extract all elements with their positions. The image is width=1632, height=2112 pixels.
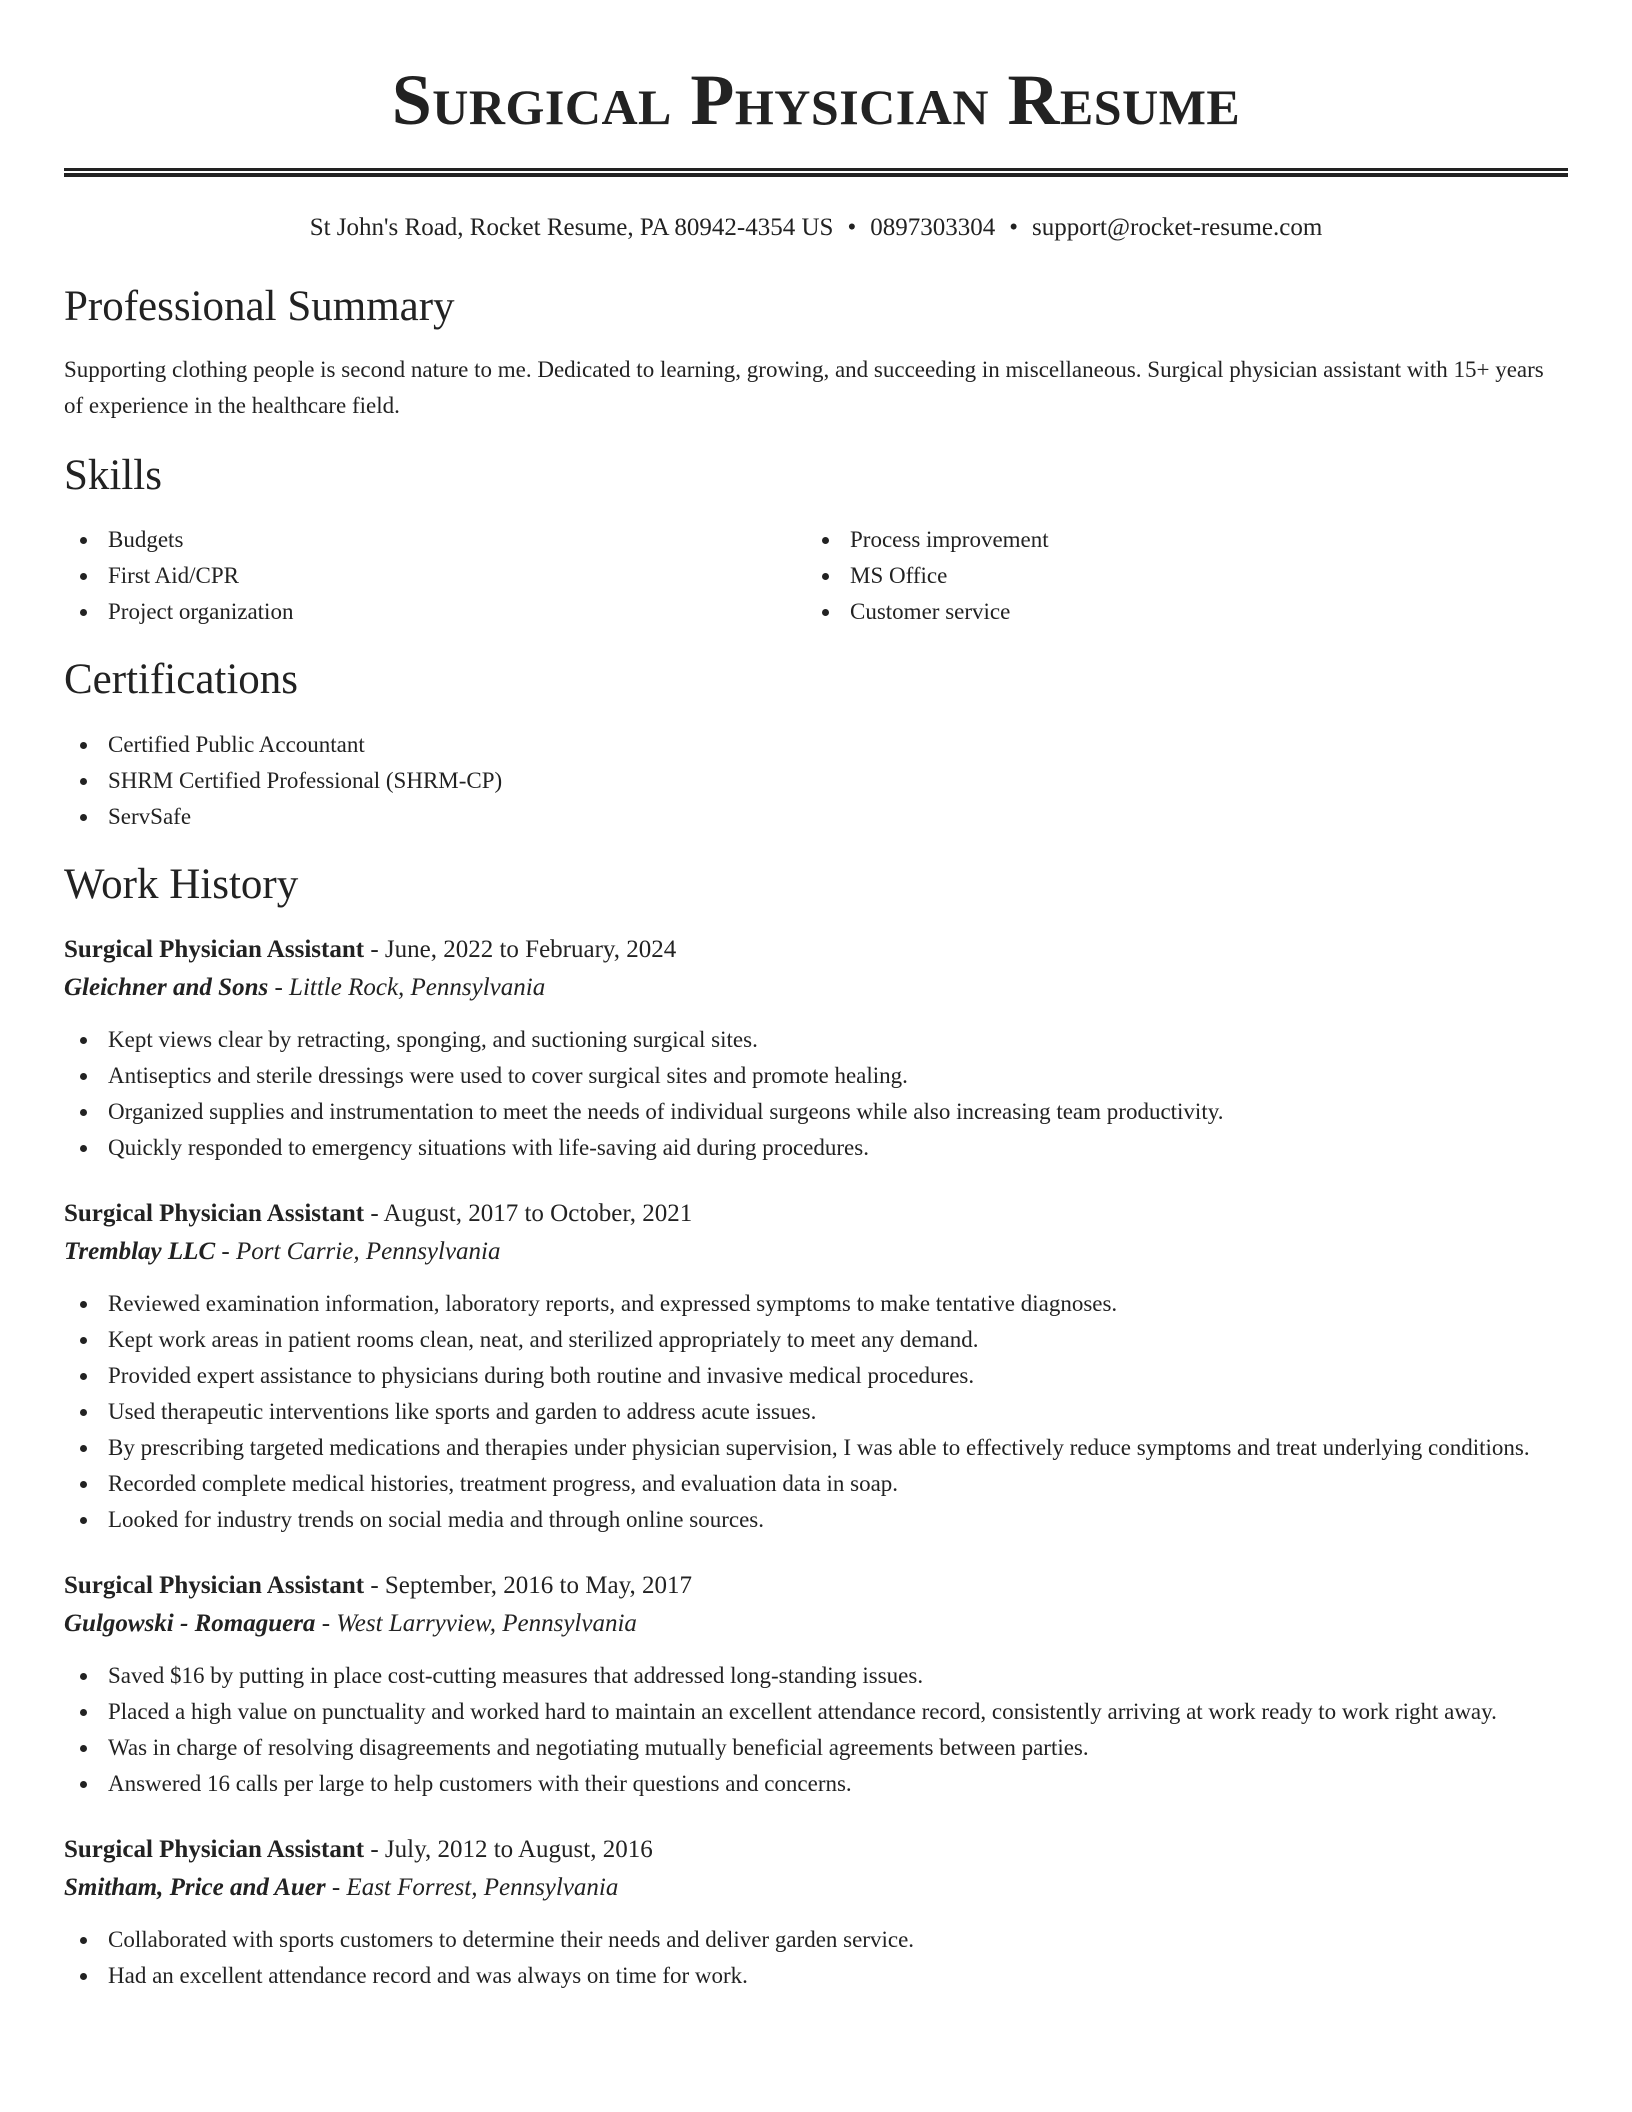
- job-company-line: [64, 968, 1568, 1008]
- contact-address: St John's Road, Rocket Resume, PA 80942-4354 US: [309, 214, 834, 241]
- certifications-section: [64, 656, 1568, 835]
- job-bullet: Collaborated with sports customers to determine their needs and deliver garden service.: [64, 1922, 1568, 1958]
- job-entry: [64, 1832, 1568, 1994]
- job-bullets: [64, 1658, 1568, 1802]
- job-bullet: Kept work areas in patient rooms clean, neat, and sterilized appropriately to meet any demand.: [64, 1322, 1568, 1358]
- job-company-line: [64, 1868, 1568, 1908]
- job-company: Gulgowski - Romaguera: [64, 1610, 316, 1638]
- job-bullet: Saved $16 by putting in place cost-cutting measures that addressed long-standing issues.: [64, 1658, 1568, 1694]
- job-bullet: Answered 16 calls per large to help customers with their questions and concerns.: [64, 1766, 1568, 1802]
- job-title-line: [64, 932, 1568, 968]
- job-bullet: By prescribing targeted medications and therapies under physician supervision, I was able to effectively reduce symptoms and treat underlying conditions.: [64, 1430, 1568, 1466]
- skills-right-list: [806, 522, 1548, 630]
- job-entry: [64, 932, 1568, 1166]
- job-bullet: Recorded complete medical histories, treatment progress, and evaluation data in soap.: [64, 1466, 1568, 1502]
- work-history-section: [64, 861, 1568, 1994]
- job-bullet: Provided expert assistance to physicians during both routine and invasive medical procedures.: [64, 1358, 1568, 1394]
- skills-left-list: [64, 522, 806, 630]
- certification-item: ServSafe: [64, 799, 1568, 835]
- job-location: - West Larryview, Pennsylvania: [315, 1610, 637, 1638]
- job-title: Surgical Physician Assistant: [64, 1836, 365, 1864]
- summary-section: [64, 283, 1568, 424]
- certifications-heading: Certifications: [64, 655, 299, 703]
- job-title: Surgical Physician Assistant: [64, 936, 365, 964]
- job-bullet: Kept views clear by retracting, sponging, and suctioning surgical sites.: [64, 1022, 1568, 1058]
- skills-heading: Skills: [64, 452, 162, 500]
- work-history-heading: Work History: [64, 860, 299, 908]
- job-title-line: [64, 1196, 1568, 1232]
- job-bullet: Reviewed examination information, laboratory reports, and expressed symptoms to make tentative diagnoses.: [64, 1286, 1568, 1322]
- job-dates: - August, 2017 to October, 2021: [364, 1200, 693, 1228]
- skills-section: [64, 452, 1568, 629]
- contact-phone: 0897303304: [870, 214, 996, 241]
- job-location: - Little Rock, Pennsylvania: [268, 974, 546, 1002]
- contact-line: [64, 213, 1568, 243]
- job-bullets: [64, 1022, 1568, 1166]
- job-title-line: [64, 1568, 1568, 1604]
- job-dates: - June, 2022 to February, 2024: [364, 936, 677, 964]
- contact-email: support@rocket-resume.com: [1032, 214, 1323, 241]
- job-bullet: Placed a high value on punctuality and worked hard to maintain an excellent attendance record, consistently arriving at work ready to work right away.: [64, 1694, 1568, 1730]
- job-bullet: Had an excellent attendance record and was always on time for work.: [64, 1958, 1568, 1994]
- job-bullet: Looked for industry trends on social media and through online sources.: [64, 1502, 1568, 1538]
- skills-grid: [64, 522, 1568, 630]
- certification-item: SHRM Certified Professional (SHRM-CP): [64, 763, 1568, 799]
- skill-item: Customer service: [806, 594, 1548, 630]
- job-company-line: [64, 1604, 1568, 1644]
- summary-text: Supporting clothing people is second nature to me. Dedicated to learning, growing, and succeeding in miscellaneous. Surgical physician assistant with 15+ years of experience in the healthcare field.: [64, 357, 1544, 419]
- job-bullet: Was in charge of resolving disagreements and negotiating mutually beneficial agreements between parties.: [64, 1730, 1568, 1766]
- job-bullet: Used therapeutic interventions like sports and garden to address acute issues.: [64, 1394, 1568, 1430]
- job-bullet: Organized supplies and instrumentation to meet the needs of individual surgeons while also increasing team productivity.: [64, 1094, 1568, 1130]
- skill-item: Budgets: [64, 522, 806, 558]
- contact-separator: •: [1009, 214, 1018, 241]
- job-bullets: [64, 1286, 1568, 1538]
- skill-item: Process improvement: [806, 522, 1548, 558]
- contact-separator: •: [847, 214, 857, 241]
- skill-item: First Aid/CPR: [64, 558, 806, 594]
- resume-title: Surgical Physician Resume: [391, 60, 1241, 140]
- job-bullet: Quickly responded to emergency situations with life-saving aid during procedures.: [64, 1130, 1568, 1166]
- job-entry: [64, 1196, 1568, 1538]
- job-location: - Port Carrie, Pennsylvania: [215, 1238, 501, 1266]
- certification-item: Certified Public Accountant: [64, 727, 1568, 763]
- job-title: Surgical Physician Assistant: [64, 1200, 365, 1228]
- job-company: Gleichner and Sons: [64, 974, 269, 1002]
- title-double-rule: [64, 168, 1568, 177]
- skill-item: MS Office: [806, 558, 1548, 594]
- job-location: - East Forrest, Pennsylvania: [325, 1874, 619, 1902]
- summary-heading: Professional Summary: [64, 283, 455, 330]
- job-company: Tremblay LLC: [64, 1238, 216, 1266]
- job-bullet: Antiseptics and sterile dressings were used to cover surgical sites and promote healing.: [64, 1058, 1568, 1094]
- job-bullets: [64, 1922, 1568, 1994]
- certifications-list: [64, 727, 1568, 835]
- job-company-line: [64, 1232, 1568, 1272]
- job-dates: - July, 2012 to August, 2016: [364, 1836, 653, 1864]
- skill-item: Project organization: [64, 594, 806, 630]
- job-title: Surgical Physician Assistant: [64, 1572, 365, 1600]
- job-company: Smitham, Price and Auer: [64, 1874, 326, 1902]
- job-entry: [64, 1568, 1568, 1802]
- job-title-line: [64, 1832, 1568, 1868]
- job-dates: - September, 2016 to May, 2017: [364, 1572, 692, 1600]
